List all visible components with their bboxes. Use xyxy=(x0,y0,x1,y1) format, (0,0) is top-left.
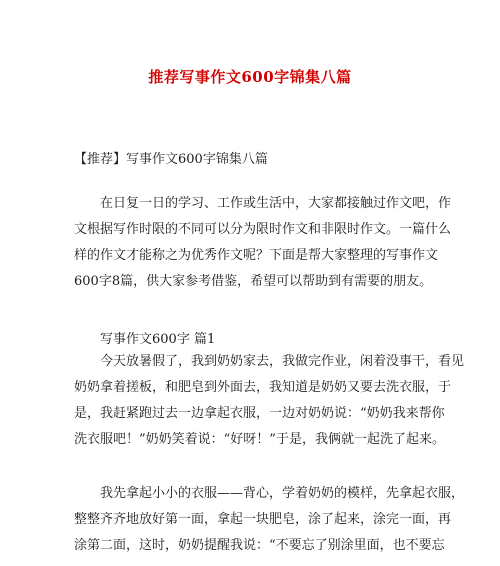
body-line: 奶奶拿着搓板，和肥皂到外面去，我知道是奶奶又要去洗衣服，于 xyxy=(74,380,452,395)
body-line: 今天放暑假了，我到奶奶家去，我做完作业，闲着没事干，看见 xyxy=(100,354,465,369)
body-line: 涂第二面，这时，奶奶提醒我说：“不要忘了别涂里面，也不要忘 xyxy=(74,538,445,553)
body-line: 我先拿起小小的衣服——背心，学着奶奶的模样，先拿起衣服， xyxy=(100,486,465,501)
body-line: 整整齐齐地放好第一面，拿起一块肥皂，涂了起来，涂完一面，再 xyxy=(74,512,452,527)
intro-line: 在日复一日的学习、工作或生活中，大家都接触过作文吧，作 xyxy=(100,196,452,211)
body-paragraph-1 xyxy=(74,349,465,453)
body-line: 洗衣服吧！”奶奶笑着说：“好呀！”于是，我俩就一起洗了起来。 xyxy=(74,432,445,447)
section-heading: 写事作文600字 篇1 xyxy=(100,332,216,347)
intro-line: 文根据写作时限的不同可以分为限时作文和非限时作文。一篇什么 xyxy=(74,222,452,237)
document-title: 推荐写事作文600字锦集八篇 xyxy=(148,68,352,86)
intro-line: 样的作文才能称之为优秀作文呢？下面是帮大家整理的写事作文 xyxy=(74,248,439,263)
body-paragraph-2 xyxy=(74,481,465,559)
document-subtitle: 【推荐】写事作文600字锦集八篇 xyxy=(74,152,268,167)
intro-paragraph xyxy=(74,191,452,295)
body-line: 是，我赶紧跑过去一边拿起衣服，一边对奶奶说：“奶奶我来帮你 xyxy=(74,406,445,421)
intro-line: 600字8篇，供大家参考借鉴，希望可以帮助到有需要的朋友。 xyxy=(74,274,433,289)
